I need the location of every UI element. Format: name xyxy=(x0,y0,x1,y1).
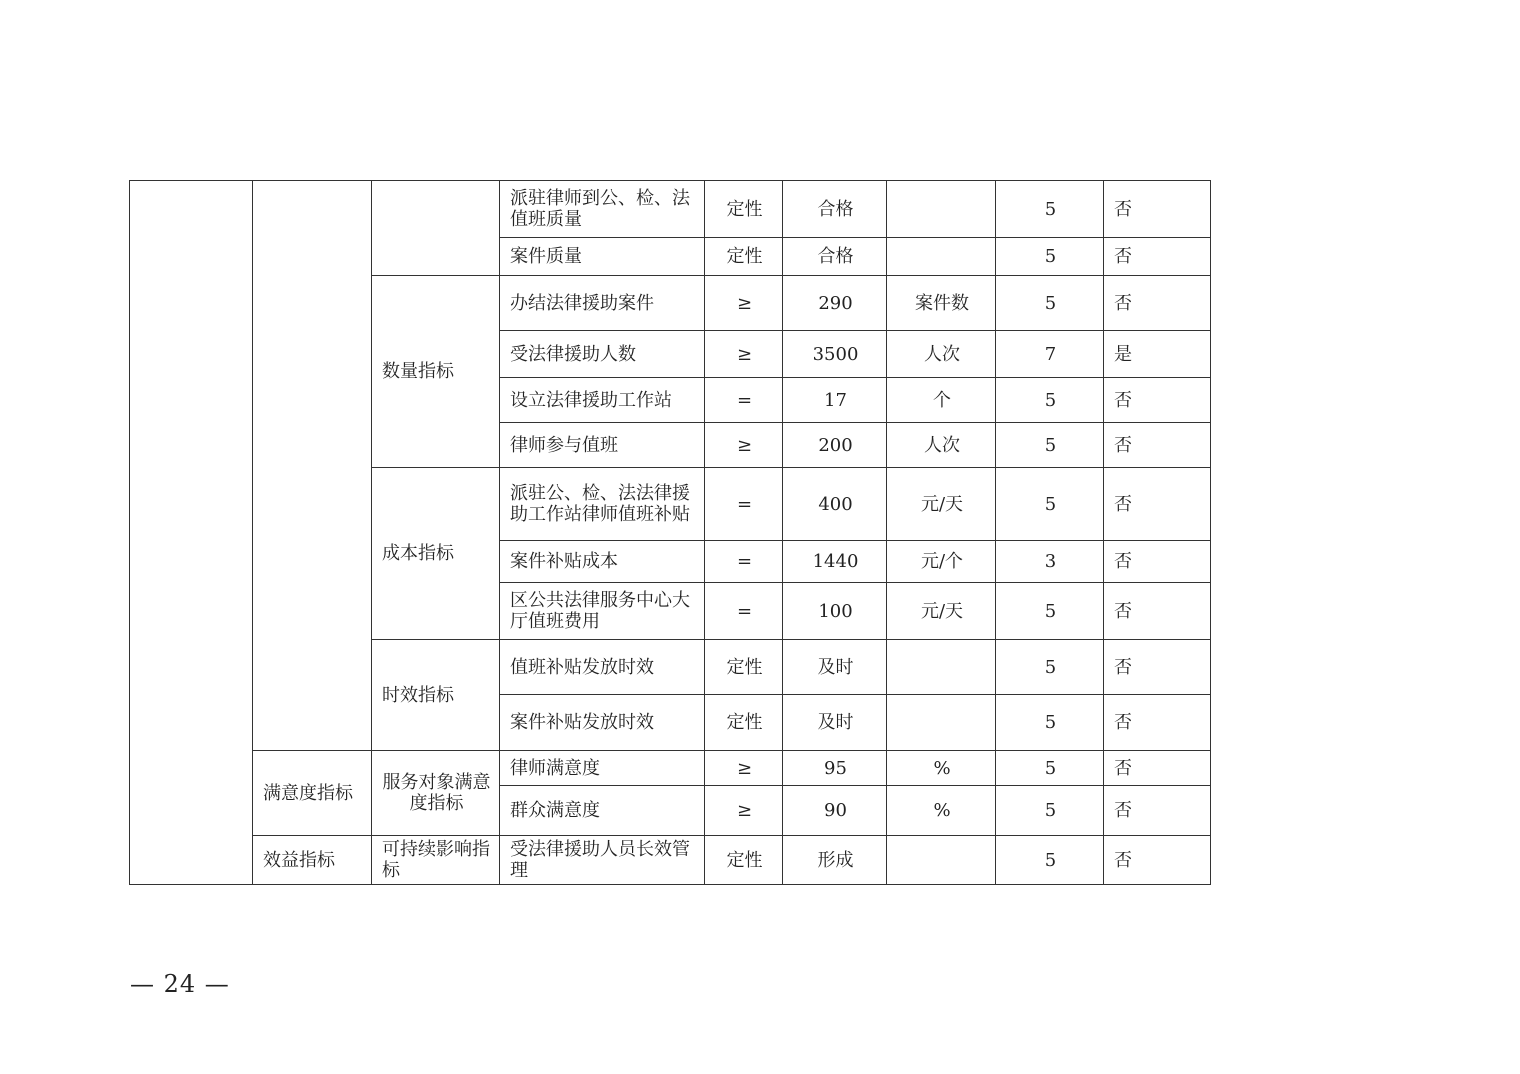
indicator-value: 3500 xyxy=(783,331,887,378)
indicator-unit: 元/天 xyxy=(887,468,996,541)
indicator-operator: 定性 xyxy=(705,695,783,751)
indicator-unit xyxy=(887,181,996,238)
indicator-value: 17 xyxy=(783,378,887,423)
indicator-score: 5 xyxy=(996,468,1104,541)
indicator-score: 5 xyxy=(996,695,1104,751)
indicator-name: 律师参与值班 xyxy=(500,423,705,468)
indicator-name: 区公共法律服务中心大厅值班费用 xyxy=(500,583,705,640)
level2-indicator-cell xyxy=(253,181,372,751)
indicator-value: 200 xyxy=(783,423,887,468)
indicator-core-flag: 是 xyxy=(1104,331,1211,378)
indicator-unit: % xyxy=(887,751,996,786)
indicator-name: 派驻公、检、法法律援助工作站律师值班补贴 xyxy=(500,468,705,541)
indicator-unit: 元/天 xyxy=(887,583,996,640)
indicator-value: 形成 xyxy=(783,836,887,885)
indicator-operator: ≥ xyxy=(705,276,783,331)
indicator-name: 案件补贴发放时效 xyxy=(500,695,705,751)
level2-indicator-cell: 效益指标 xyxy=(253,836,372,885)
indicator-operator: ≥ xyxy=(705,786,783,836)
table-row xyxy=(130,181,1211,238)
indicator-unit: 案件数 xyxy=(887,276,996,331)
indicator-name: 值班补贴发放时效 xyxy=(500,640,705,695)
indicator-core-flag: 否 xyxy=(1104,751,1211,786)
indicator-value: 400 xyxy=(783,468,887,541)
page-number: — 24 — xyxy=(130,970,230,998)
indicator-name: 受法律援助人数 xyxy=(500,331,705,378)
indicator-core-flag: 否 xyxy=(1104,786,1211,836)
indicator-core-flag: 否 xyxy=(1104,468,1211,541)
indicator-unit xyxy=(887,640,996,695)
table-row xyxy=(130,836,1211,885)
indicator-operator: = xyxy=(705,378,783,423)
indicator-operator: = xyxy=(705,468,783,541)
level3-indicator-cell: 时效指标 xyxy=(372,640,500,751)
indicator-operator: ≥ xyxy=(705,423,783,468)
indicator-core-flag: 否 xyxy=(1104,695,1211,751)
indicator-unit: 人次 xyxy=(887,331,996,378)
indicator-core-flag: 否 xyxy=(1104,640,1211,695)
indicator-score: 5 xyxy=(996,238,1104,276)
indicator-unit xyxy=(887,836,996,885)
table-row xyxy=(130,751,1211,786)
indicator-core-flag: 否 xyxy=(1104,541,1211,583)
indicator-score: 5 xyxy=(996,640,1104,695)
level3-indicator-cell: 服务对象满意度指标 xyxy=(372,751,500,836)
level3-indicator-cell xyxy=(372,181,500,276)
indicator-name: 案件补贴成本 xyxy=(500,541,705,583)
indicator-unit: 个 xyxy=(887,378,996,423)
indicator-core-flag: 否 xyxy=(1104,238,1211,276)
performance-indicator-table xyxy=(129,180,1211,885)
indicator-value: 290 xyxy=(783,276,887,331)
indicator-value: 95 xyxy=(783,751,887,786)
indicator-core-flag: 否 xyxy=(1104,836,1211,885)
indicator-value: 及时 xyxy=(783,695,887,751)
indicator-score: 5 xyxy=(996,276,1104,331)
indicator-name: 设立法律援助工作站 xyxy=(500,378,705,423)
indicator-unit xyxy=(887,238,996,276)
indicator-unit: 元/个 xyxy=(887,541,996,583)
indicator-name: 派驻律师到公、检、法值班质量 xyxy=(500,181,705,238)
level3-indicator-cell: 可持续影响指标 xyxy=(372,836,500,885)
level1-indicator-cell xyxy=(130,181,253,885)
indicator-operator: = xyxy=(705,541,783,583)
level3-indicator-cell: 成本指标 xyxy=(372,468,500,640)
indicator-operator: 定性 xyxy=(705,181,783,238)
indicator-score: 3 xyxy=(996,541,1104,583)
indicator-name: 受法律援助人员长效管理 xyxy=(500,836,705,885)
indicator-score: 5 xyxy=(996,423,1104,468)
indicator-score: 5 xyxy=(996,181,1104,238)
indicator-score: 5 xyxy=(996,378,1104,423)
indicator-unit: % xyxy=(887,786,996,836)
indicator-unit: 人次 xyxy=(887,423,996,468)
indicator-core-flag: 否 xyxy=(1104,378,1211,423)
indicator-operator: = xyxy=(705,583,783,640)
indicator-name: 办结法律援助案件 xyxy=(500,276,705,331)
indicator-value: 及时 xyxy=(783,640,887,695)
indicator-score: 5 xyxy=(996,751,1104,786)
indicator-operator: 定性 xyxy=(705,640,783,695)
indicator-score: 5 xyxy=(996,836,1104,885)
indicator-unit xyxy=(887,695,996,751)
indicator-value: 合格 xyxy=(783,181,887,238)
indicator-value: 90 xyxy=(783,786,887,836)
indicator-operator: 定性 xyxy=(705,836,783,885)
indicator-core-flag: 否 xyxy=(1104,181,1211,238)
indicator-name: 律师满意度 xyxy=(500,751,705,786)
indicator-operator: ≥ xyxy=(705,751,783,786)
indicator-name: 案件质量 xyxy=(500,238,705,276)
indicator-value: 1440 xyxy=(783,541,887,583)
indicator-value: 合格 xyxy=(783,238,887,276)
indicator-score: 7 xyxy=(996,331,1104,378)
level2-indicator-cell: 满意度指标 xyxy=(253,751,372,836)
indicator-score: 5 xyxy=(996,583,1104,640)
indicator-score: 5 xyxy=(996,786,1104,836)
indicator-operator: 定性 xyxy=(705,238,783,276)
indicator-value: 100 xyxy=(783,583,887,640)
indicator-core-flag: 否 xyxy=(1104,423,1211,468)
indicator-core-flag: 否 xyxy=(1104,583,1211,640)
indicator-operator: ≥ xyxy=(705,331,783,378)
indicator-name: 群众满意度 xyxy=(500,786,705,836)
indicator-core-flag: 否 xyxy=(1104,276,1211,331)
level3-indicator-cell: 数量指标 xyxy=(372,276,500,468)
